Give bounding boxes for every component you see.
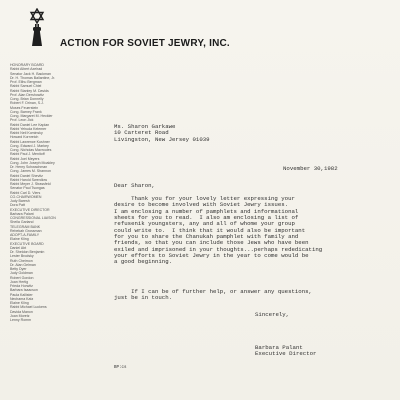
signer-title: Executive Director bbox=[255, 350, 317, 358]
sidebar-line: Sheila Garland bbox=[10, 220, 34, 225]
sidebar-line: Cong. Margaret M. Heckler bbox=[10, 114, 53, 118]
sidebar-line: Paula Kallister bbox=[10, 292, 33, 297]
sidebar-line: Rabbi Daniel Shevitz bbox=[10, 173, 43, 178]
sidebar-line: Rabbi Stanley M. Davids bbox=[10, 88, 49, 93]
sidebar-line: Frieda Horwitz bbox=[10, 284, 33, 288]
body-line: for you to share the Chanukah pamphlet with family and bbox=[114, 233, 299, 241]
sidebar-line: Barbara Isaacson bbox=[10, 288, 38, 293]
sidebar-line: TELEGRAM BANK bbox=[10, 224, 41, 229]
body-line: a good beginning. bbox=[114, 258, 173, 266]
body-paragraph-2 bbox=[114, 289, 312, 302]
letter-date: November 30,1982 bbox=[283, 165, 338, 172]
sidebar-line: Judy Goldman bbox=[10, 271, 33, 276]
typist-initials: BP:cs bbox=[114, 366, 127, 370]
sidebar-line: Joan Moretz bbox=[10, 313, 30, 318]
sidebar-line: EXECUTIVE BOARD bbox=[10, 241, 44, 246]
sidebar-line: Lester Brodsky bbox=[10, 254, 34, 259]
sidebar-line: Elaine Kling bbox=[10, 237, 29, 242]
body-line: sheets for you to read. I also am enclosing a list of bbox=[114, 214, 299, 222]
sidebar-line: Dr. Henry Schwachman bbox=[10, 165, 48, 169]
sidebar-line: Robert Gordon bbox=[10, 275, 34, 280]
sidebar-line: Rabbi Carl D. Viers bbox=[10, 190, 41, 195]
sidebar-line: Davida Manon bbox=[10, 309, 33, 314]
sidebar-line: Rabbi Joel Meyers bbox=[10, 156, 40, 161]
sidebar-line: Cong. Brian Donnelly bbox=[10, 97, 44, 101]
signature-block bbox=[255, 345, 316, 358]
body-line: exiled and imprisoned in your thoughts...perhaps rededicating bbox=[114, 245, 323, 253]
sidebar-line: Lenny Romm bbox=[10, 318, 32, 322]
address-line: 10 Carteret Road bbox=[114, 129, 169, 137]
sidebar-line: Dr. Alan Gelman bbox=[10, 262, 36, 267]
sidebar-line: ADOPT-A-FAMILY bbox=[10, 233, 40, 237]
sidebar-line: Rabbi Meyer J. Strassfeld bbox=[10, 182, 51, 186]
sidebar-line: Dora Patt bbox=[10, 203, 25, 208]
sidebar-line: Rabbi Yehuda Kelemer bbox=[10, 126, 47, 131]
sidebar-line: CONGRESSIONAL LIAISON bbox=[10, 216, 56, 220]
sidebar-line: Cong. James M. Shannon bbox=[10, 169, 52, 174]
sidebar-line: Dr. H. Thomas Ballantine, Jr. bbox=[10, 75, 56, 80]
signer-name: Barbara Palant bbox=[255, 344, 303, 351]
body-line: I am enclosing a number of pamphlets and informational bbox=[114, 207, 299, 215]
sidebar-line: Rabbi Samuel Chiel bbox=[10, 84, 42, 89]
organization-name: ACTION FOR SOVIET JEWRY, INC. bbox=[60, 38, 230, 49]
address-line: Livingston, New Jersey 01039 bbox=[114, 135, 210, 143]
sidebar-line: Rabbi Paul J. Menitoff bbox=[10, 152, 45, 157]
body-line: your efforts to Soviet Jewry in the year to come would be bbox=[114, 252, 309, 260]
sidebar-line: Rabbi Michael Luckens bbox=[10, 305, 47, 310]
sidebar-line: Cong. Nicholas Mavroules bbox=[10, 148, 52, 152]
sidebar-line: Cong. Barney Frank bbox=[10, 109, 42, 114]
sidebar-line: Rabbi Daniel Lee Kaplan bbox=[10, 122, 50, 127]
sidebar-line: Barbara Palant bbox=[10, 211, 34, 216]
body-line: Thank you for your lovely letter expressing your bbox=[114, 195, 295, 202]
sidebar-line: Elaine Kling bbox=[10, 301, 29, 305]
sidebar-line: Daniel Abt bbox=[10, 245, 27, 250]
body-paragraph-1 bbox=[114, 196, 322, 266]
sidebar-line: Howard Kornreich bbox=[10, 135, 39, 140]
sidebar-line: Prof. Alan Dershowitz bbox=[10, 92, 44, 97]
body-line: just be in touch. bbox=[114, 294, 173, 302]
sidebar-line: Nechama Katz bbox=[10, 296, 34, 301]
sidebar-line: Cong. John Joseph Moakley bbox=[10, 160, 55, 165]
sidebar-line: Senator Jack H. Backman bbox=[10, 71, 52, 76]
body-line: friends, so that you can include those Jews who have been bbox=[114, 239, 309, 247]
sidebar-line: HONORARY BOARD bbox=[10, 63, 44, 67]
body-line: refusenik youngsters, any and all of whome your group bbox=[114, 220, 295, 228]
sidebar-line: Rebekah Grossman bbox=[10, 228, 42, 233]
body-line: If I can be of further help, or answer any questions, bbox=[114, 288, 312, 295]
sidebar-line: CO-CHAIRWOMEN bbox=[10, 194, 42, 199]
sidebar-line: Rabbi Harold Swerdlow bbox=[10, 177, 48, 182]
sidebar-line: EXECUTIVE DIRECTOR bbox=[10, 207, 50, 212]
sidebar-line: Robert F. Drinan, S.J. bbox=[10, 101, 44, 106]
recipient-address bbox=[114, 124, 210, 143]
sidebar-line: Dr. Sheldon Benjamin bbox=[10, 250, 45, 254]
sidebar-line: Ruth Cheimon bbox=[10, 258, 33, 263]
sidebar-line: Senator Paul Tsongas bbox=[10, 186, 45, 191]
board-members-list bbox=[10, 63, 94, 322]
closing: Sincerely, bbox=[255, 311, 290, 318]
sidebar-line: Rabbi Albert Axelrad bbox=[10, 67, 43, 72]
sidebar-line: Joan Hertig bbox=[10, 279, 29, 284]
sidebar-line: Rabbi Lawrence Kushner bbox=[10, 139, 50, 144]
sidebar-line: Moses Feuerstein bbox=[10, 105, 39, 110]
sidebar-line: Prof. Leon Jick bbox=[10, 118, 34, 123]
sidebar-line: Prof. Elihu Bergman bbox=[10, 80, 42, 84]
star-of-david-hand-logo bbox=[22, 8, 52, 48]
address-line: Ms. Sharon Garkawe bbox=[114, 123, 176, 130]
sidebar-line: Rabbi Neil Kominsky bbox=[10, 131, 43, 135]
sidebar-line: Cong. Edward J. Markey bbox=[10, 143, 49, 148]
body-line: could write to. I think that it would also be important bbox=[114, 226, 306, 234]
sidebar-line: Betty Dyer bbox=[10, 267, 27, 271]
sidebar-line: Judy Baresh bbox=[10, 199, 30, 203]
body-line: desire to become involved with Soviet Jewry issues. bbox=[114, 201, 289, 209]
salutation: Dear Sharon, bbox=[114, 182, 155, 189]
